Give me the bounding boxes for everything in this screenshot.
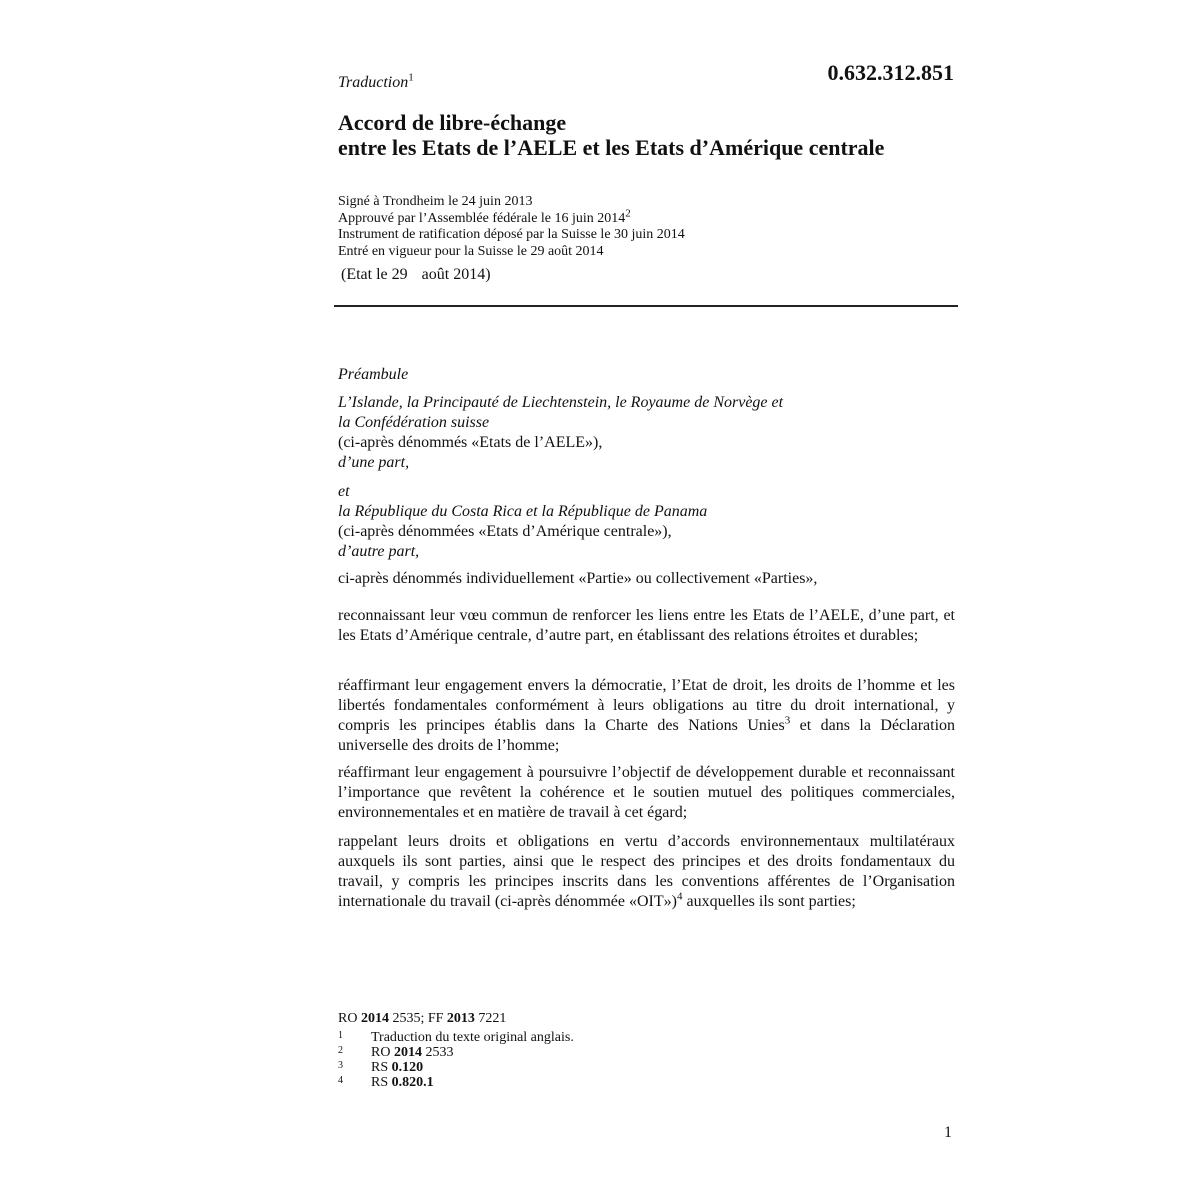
document-metadata [338, 194, 685, 260]
approved-date: Approuvé par l’Assemblée fédérale le 16 juin 2014$^2$ [338, 206, 631, 226]
preamble-title: Préambule [338, 366, 409, 383]
ca-part: d’autre part, [338, 543, 420, 560]
footnote-ref-4[interactable]: 4 [676, 890, 683, 903]
sr-number: 0.632.312.851 [827, 60, 954, 85]
central-america-parties [338, 482, 955, 562]
efta-definition: (ci-après dénommés «Etats de l’AELE»), [338, 434, 603, 451]
footnote-ref-3[interactable]: 3 [784, 714, 791, 727]
parties-collective: ci-après dénommés individuellement «Partie» ou collectivement «Parties», [338, 570, 818, 587]
ratification-date: Instrument de ratification déposé par la Suisse le 30 juin 2014 [338, 227, 685, 242]
preamble-paragraph-2: réaffirmant leur engagement envers la démocratie, l’Etat de droit, les droits de l’homme et les libertés fondamentales conformément à leurs obligations au titre du droit international, y compris les principes établis dans la Charte des Nations Unies$^3$ et dans la Déclaration universelle des droits de l’homme; [338, 677, 956, 754]
footnote-ref-2[interactable]: 2 [625, 206, 631, 219]
page-number: 1 [944, 1124, 952, 1141]
footnote-3: 3 RS 0.120 [338, 1060, 424, 1075]
efta-parties [338, 393, 955, 473]
translation-label: Traduction$^1$ [338, 71, 414, 91]
efta-line-1: L’Islande, la Principauté de Liechtenstein, le Royaume de Norvège et [338, 394, 784, 411]
official-references: RO 2014 2535; FF 2013 7221 [338, 1011, 507, 1026]
preamble-paragraph-3: réaffirmant leur engagement à poursuivre l’objectif de développement durable et reconnaissant l’importance que revêtent la cohérence et le soutien mutuel des politiques commerciales, environnementales et en matière de travail à cet égard; [338, 764, 955, 821]
preamble-paragraph-4: rappelant leurs droits et obligations en vertu d’accords environnementaux multilatéraux auxquels ils sont parties, ainsi que le respect des principes et des droits fondamentaux du travail, y compris les principes inscrits dans les conventions afférentes de l’Organisation internationale du travail (ci-après dénommée «OIT»)$^4$ auxquelles ils sont parties; [338, 833, 955, 910]
title-line-1: Accord de libre-échange [338, 110, 567, 135]
state-date: (Etat le 29 août 2014) [341, 266, 491, 283]
title-line-2: entre les Etats de l’AELE et les Etats d’Amérique centrale [338, 135, 885, 160]
efta-line-2: la Confédération suisse [338, 414, 490, 431]
preamble-paragraph-1: reconnaissant leur vœu commun de renforcer les liens entre les Etats de l’AELE, d’une part, et les Etats d’Amérique centrale, d’autre part, en établissant des relations étroites et durables; [338, 607, 955, 644]
document-title [338, 110, 884, 160]
footnote-1: 1 Traduction du texte original anglais. [338, 1030, 574, 1045]
footnotes [338, 1030, 574, 1090]
header-divider [334, 305, 958, 307]
ca-definition: (ci-après dénommées «Etats d’Amérique centrale»), [338, 523, 672, 540]
footnote-2: 2 RO 2014 2533 [338, 1045, 454, 1060]
footnote-ref-1[interactable]: 1 [408, 71, 414, 84]
footnote-4: 4 RS 0.820.1 [338, 1075, 434, 1090]
ca-line-1: la République du Costa Rica et la République de Panama [338, 503, 708, 520]
signed-date: Signé à Trondheim le 24 juin 2013 [338, 194, 533, 209]
in-force-date: Entré en vigueur pour la Suisse le 29 août 2014 [338, 243, 604, 259]
efta-part: d’une part, [338, 454, 410, 471]
conjunction-et: et [338, 483, 350, 500]
